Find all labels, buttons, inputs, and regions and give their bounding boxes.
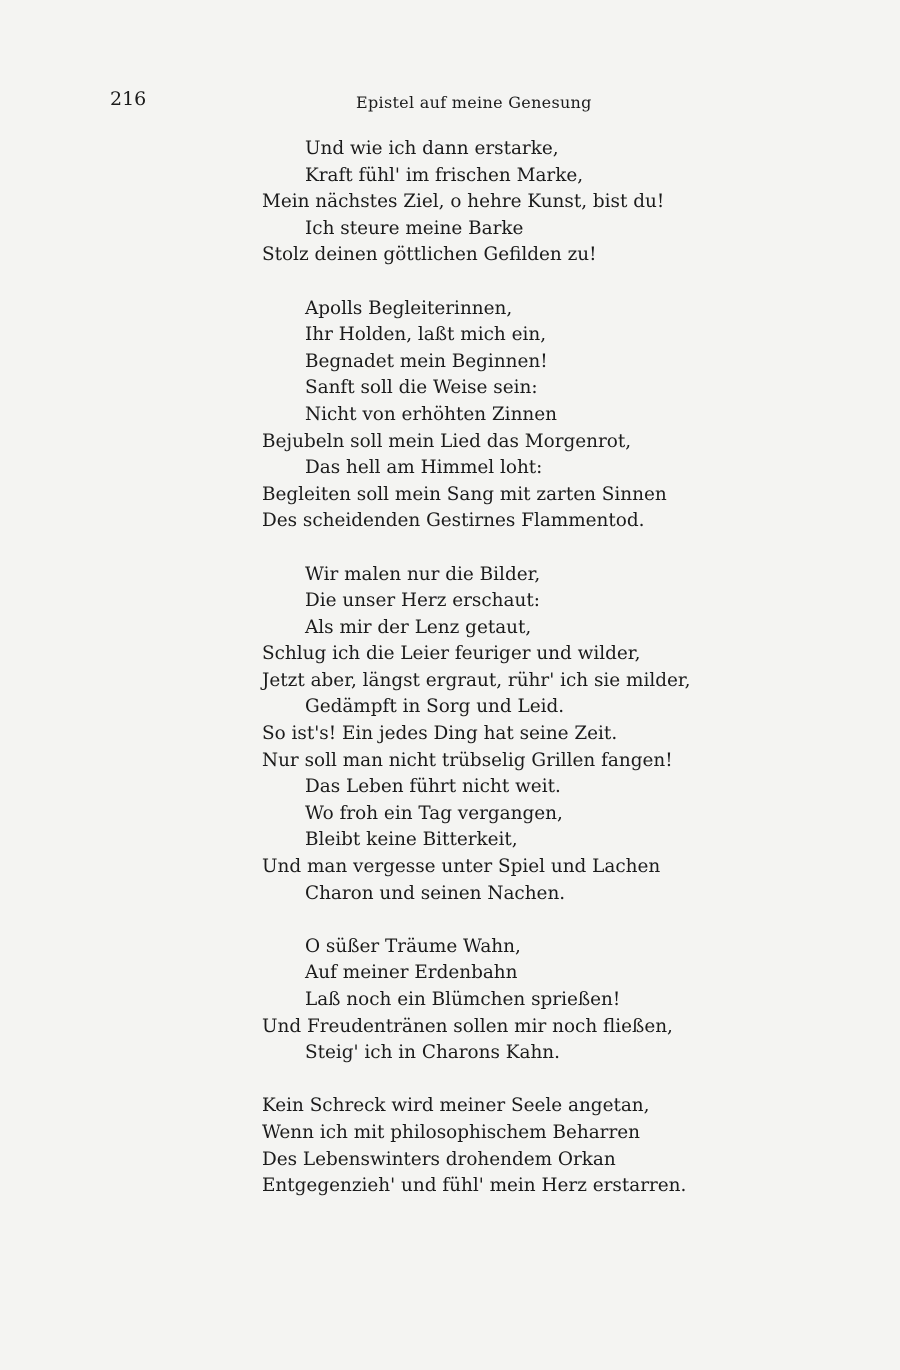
verse-line: Wo froh ein Tag vergangen,: [305, 802, 563, 824]
stanza: [0, 1093, 900, 1199]
verse-line: Schlug ich die Leier feuriger und wilder,: [262, 643, 641, 665]
verse-line: Kein Schreck wird meiner Seele angetan,: [262, 1095, 650, 1117]
verse-line: Als mir der Lenz getaut,: [305, 616, 532, 638]
verse-line: Nur soll man nicht trübselig Grillen fangen!: [262, 749, 673, 771]
stanza: [0, 136, 900, 269]
verse-line: O süßer Träume Wahn,: [305, 935, 521, 957]
verse-line: Apolls Begleiterinnen,: [305, 297, 513, 319]
verse-line: Mein nächstes Ziel, o hehre Kunst, bist du!: [262, 191, 665, 213]
stanza: [0, 934, 900, 1067]
verse-line: Jetzt aber, längst ergraut, rühr' ich sie milder,: [262, 669, 691, 691]
verse-line: Und man vergesse unter Spiel und Lachen: [262, 856, 661, 878]
poem-body: [0, 136, 900, 1226]
verse-line: Entgegenzieh' und fühl' mein Herz erstarren.: [262, 1175, 687, 1197]
verse-line: Gedämpft in Sorg und Leid.: [305, 696, 565, 718]
verse-line: Sanft soll die Weise sein:: [305, 377, 538, 399]
verse-line: Begleiten soll mein Sang mit zarten Sinnen: [262, 483, 667, 505]
page-number: 216: [110, 88, 147, 110]
verse-line: Kraft fühl' im frischen Marke,: [305, 164, 584, 186]
verse-line: Charon und seinen Nachen.: [305, 882, 566, 904]
stanza: [0, 296, 900, 535]
stanza: [0, 562, 900, 908]
verse-line: Des scheidenden Gestirnes Flammentod.: [262, 510, 645, 532]
running-head: Epistel auf meine Genesung: [356, 93, 592, 112]
verse-line: So ist's! Ein jedes Ding hat seine Zeit.: [262, 723, 618, 745]
verse-line: Ihr Holden, laßt mich ein,: [305, 324, 547, 346]
verse-line: Begnadet mein Beginnen!: [305, 350, 548, 372]
verse-line: Stolz deinen göttlichen Gefilden zu!: [262, 244, 597, 266]
verse-line: Laß noch ein Blümchen sprießen!: [305, 989, 621, 1010]
verse-line: Das hell am Himmel loht:: [305, 457, 543, 479]
verse-line: Nicht von erhöhten Zinnen: [305, 403, 557, 425]
verse-line: Wir malen nur die Bilder,: [305, 563, 541, 585]
verse-line: Wenn ich mit philosophischem Beharren: [262, 1121, 640, 1143]
verse-line: Ich steure meine Barke: [305, 217, 524, 239]
verse-line: Bleibt keine Bitterkeit,: [305, 829, 518, 851]
verse-line: Und Freudentränen sollen mir noch fließen,: [262, 1015, 673, 1037]
verse-line: Des Lebenswinters drohendem Orkan: [262, 1148, 616, 1170]
verse-line: Auf meiner Erdenbahn: [305, 962, 518, 984]
verse-line: Die unser Herz erschaut:: [305, 590, 540, 612]
verse-line: Bejubeln soll mein Lied das Morgenrot,: [262, 430, 632, 452]
verse-line: Steig' ich in Charons Kahn.: [305, 1042, 560, 1064]
verse-line: Das Leben führt nicht weit.: [305, 776, 561, 798]
verse-line: Und wie ich dann erstarke,: [305, 138, 559, 159]
